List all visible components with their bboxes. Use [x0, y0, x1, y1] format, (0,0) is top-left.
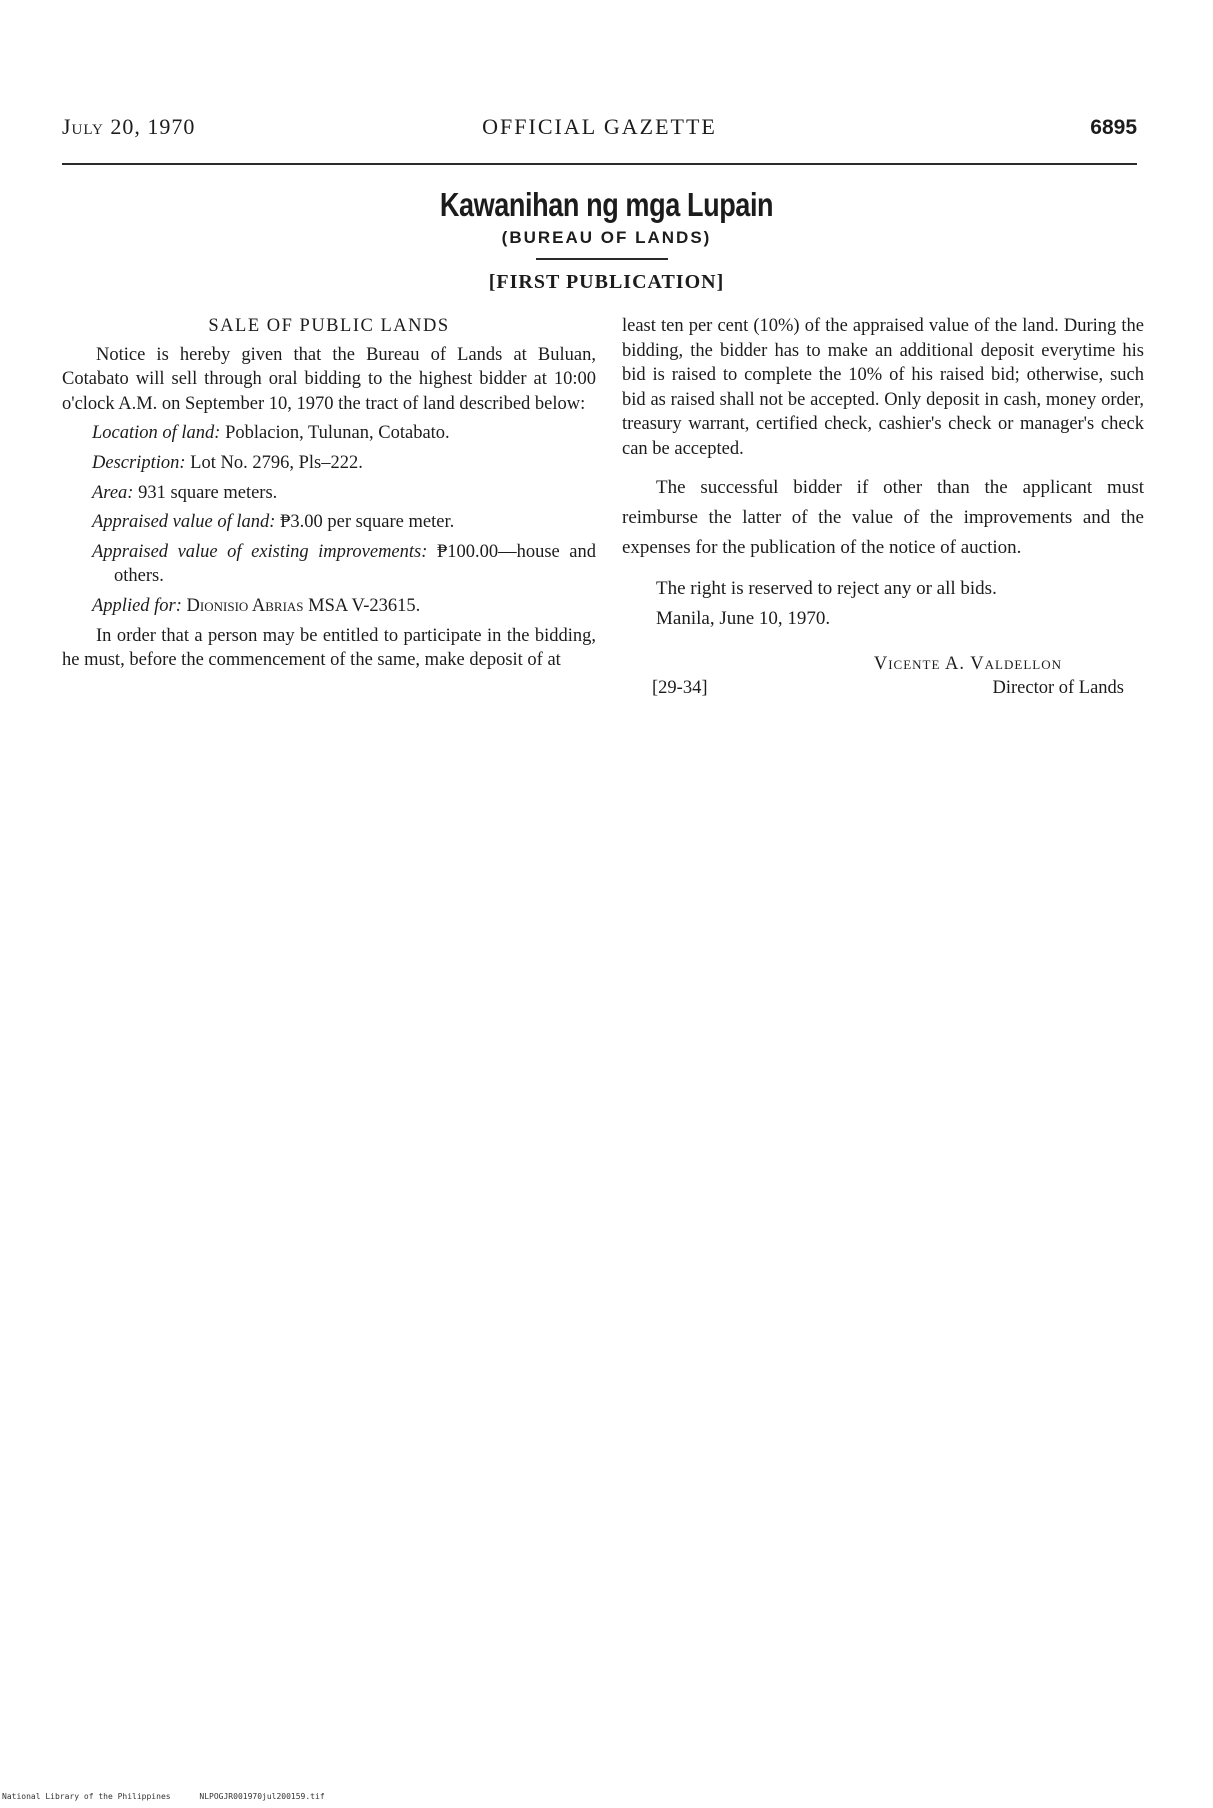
publication-reference: [29-34]: [652, 678, 708, 699]
land-detail-label: Description:: [92, 452, 186, 473]
land-detail-item: [62, 540, 596, 589]
scan-filename: NLPOGJR001970jul200159.tif: [199, 1792, 325, 1801]
applicant-name: Dionisio Abrias: [186, 595, 304, 616]
place-date: Manila, June 10, 1970.: [656, 607, 831, 629]
bureau-name-tagalog: Kawanihan ng mga Lupain: [439, 186, 774, 223]
land-detail-item: [62, 510, 596, 535]
header-rule: [62, 163, 1137, 165]
land-detail-value: Lot No. 2796, Pls–222.: [190, 452, 363, 473]
land-detail-value: ₱3.00 per square meter.: [280, 512, 455, 533]
land-detail-label: Area:: [92, 482, 134, 503]
land-detail-label: Location of land:: [92, 423, 221, 444]
signature-row: [622, 676, 1144, 704]
land-detail-value: 931 square meters.: [138, 482, 278, 503]
land-detail-label: Applied for:: [92, 595, 182, 616]
deposit-paragraph-start: In order that a person may be entitled to participate in the bidding, he must, before the commencement of the same, make deposit of at: [62, 625, 596, 671]
land-detail-item: [62, 481, 596, 506]
right-column: [622, 314, 1144, 704]
deposit-paragraph-continued: least ten per cent (10%) of the appraised value of the land. During the bidding, the bidder has to make an additional deposit everytime his bid is raised to complete the 10% of his raised bid; otherwise, such bid as raised shall not be accepted. Only deposit in cash, money order, treasury warrant, certified check, cashier's check or manager's check can be accepted.: [622, 316, 1144, 459]
publication-label: [FIRST PUBLICATION]: [488, 271, 725, 293]
publication-title: OFFICIAL GAZETTE: [482, 114, 717, 139]
land-detail-value: Poblacion, Tulunan, Cotabato.: [225, 423, 450, 444]
library-credit: National Library of the Philippines: [2, 1792, 171, 1801]
land-detail-value: ₱100.00—house and others.: [114, 541, 596, 587]
land-detail-label: Appraised value of existing improvements:: [92, 541, 428, 562]
bureau-name-english: (BUREAU OF LANDS): [501, 228, 712, 247]
scan-footer: [2, 1792, 349, 1801]
land-detail-item: [62, 421, 596, 446]
notice-title: SALE OF PUBLIC LANDS: [208, 316, 450, 336]
section-divider: [536, 258, 668, 260]
land-detail-item: [62, 594, 596, 619]
reservation-paragraph: The right is reserved to reject any or all bids.: [656, 577, 997, 599]
land-detail-label: Appraised value of land:: [92, 512, 276, 533]
signatory-name: Vicente A. Valdellon: [873, 653, 1062, 674]
signatory-title: Director of Lands: [992, 678, 1124, 699]
successful-bidder-paragraph: The successful bidder if other than the applicant must reimburse the latter of the value of the improvements and the expenses for the publication of the notice of auction.: [622, 476, 1144, 558]
notice-intro: Notice is hereby given that the Bureau of Lands at Buluan, Cotabato will sell through oral bidding to the highest bidder at 10:00 o'clock A.M. on September 10, 1970 the tract of land described below:: [62, 344, 596, 414]
land-detail-item: [62, 451, 596, 476]
page-number: 6895: [1090, 116, 1137, 139]
left-column: [62, 314, 596, 673]
applicant-reference: MSA V-23615.: [303, 595, 421, 616]
issue-date: July 20, 1970: [62, 114, 196, 139]
page-header: [62, 114, 1137, 146]
